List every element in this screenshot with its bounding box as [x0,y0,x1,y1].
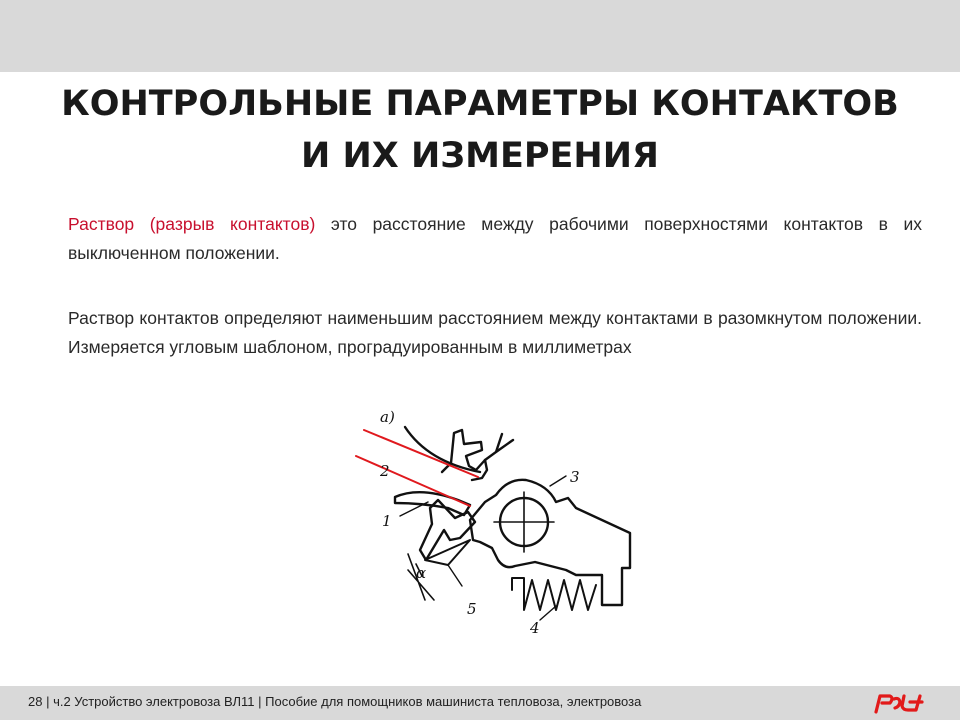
rzd-logo-icon [872,690,928,716]
definition-text: это расстояние между рабочими поверхностями контактов в их выключенном положении. [68,214,922,263]
arm-2 [395,492,470,515]
footer-text-wrap [28,694,641,709]
definition-paragraph [68,210,922,268]
measurement-paragraph: Раствор контактов определяют наименьшим расстоянием между контактами в разомкнутом положении. Измеряется угловым шаблоном, проградуированным в миллиметрах [68,308,922,357]
slide-title [40,78,920,182]
label-1: 1 [382,512,392,530]
label-2: 2 [380,462,390,480]
leader-4 [540,606,556,620]
footer-bar [0,686,960,720]
leader-5 [448,565,462,586]
title-line-1: КОНТРОЛЬНЫЕ ПАРАМЕТРЫ КОНТАКТОВ [61,84,899,124]
title-line-2: И ИХ ИЗМЕРЕНИЯ [301,136,659,176]
pivot-crosshair [494,492,554,552]
header-band [0,0,960,72]
spring [512,578,596,610]
label-a: а) [380,408,395,426]
definition-term: Раствор (разрыв контактов) [68,214,316,234]
label-4: 4 [530,619,540,637]
upper-tip [485,434,513,460]
label-alpha: α [416,564,427,582]
footer-caption: | ч.2 Устройство электровоза ВЛ11 | Пособие для помощников машиниста тепловоза, электровоза [46,694,642,709]
contact-gap-diagram [330,400,650,640]
label-5: 5 [467,600,477,618]
leader-3 [550,476,566,486]
label-3: 3 [570,468,580,486]
page-number: 28 [28,694,43,709]
